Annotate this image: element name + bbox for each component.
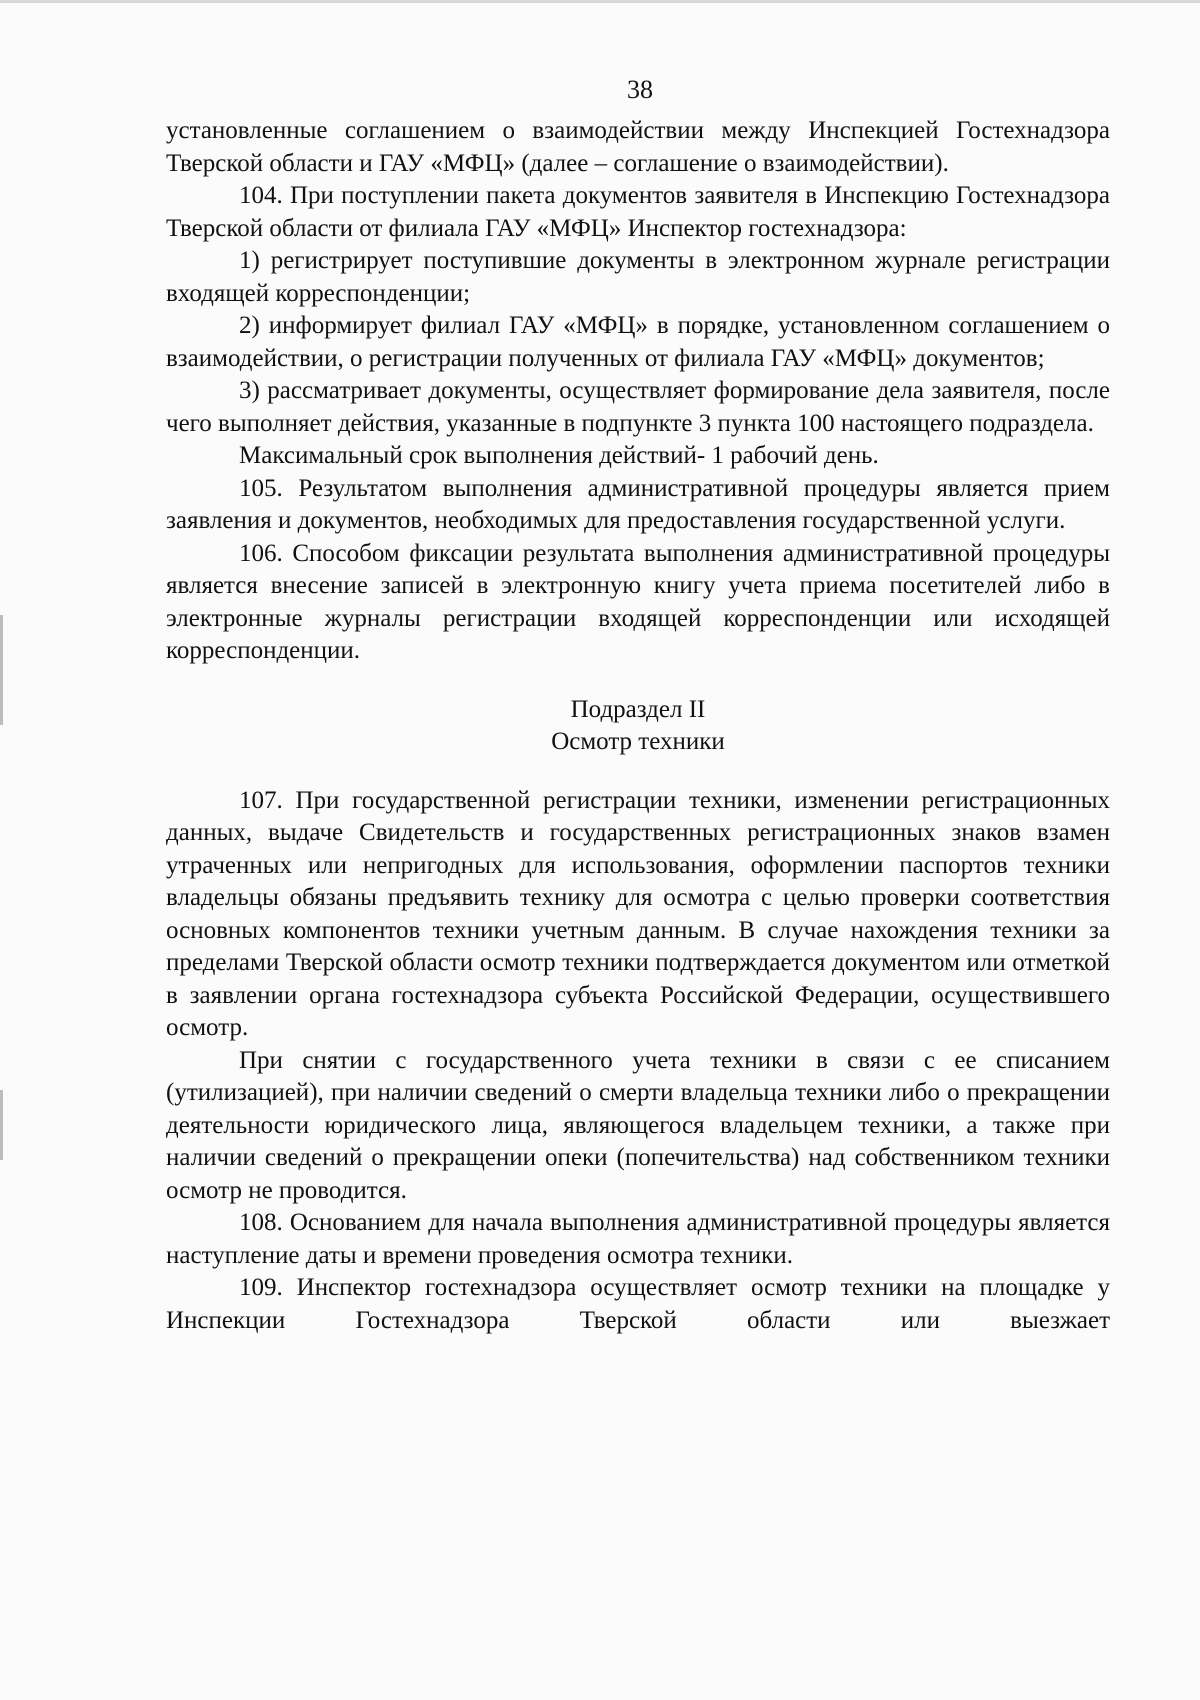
subsection-heading (166, 694, 1110, 759)
paragraph-107-exception: При снятии с государственного учета техники в связи с ее списанием (утилизацией), при наличии сведений о смерти владельца техники либо о прекращении деятельности юридического лица, являющегося владельцем техники, а также при наличии сведений о прекращении опеки (попечительства) над собственником техники осмотр не проводится. (166, 1046, 1110, 1204)
paragraph-104-item-3: 3) рассматривает документы, осуществляет формирование дела заявителя, после чего выполняет действия, указанные в подпункте 3 пункта 100 настоящего подраздела. (166, 377, 1110, 437)
paragraph-104-item-2: 2) информирует филиал ГАУ «МФЦ» в порядке, установленном соглашением о взаимодействии, о регистрации полученных от филиала ГАУ «МФЦ» документов; (166, 312, 1110, 372)
paragraph-max-term: Максимальный срок выполнения действий- 1 рабочий день. (239, 442, 879, 469)
paragraph-continuation: установленные соглашением о взаимодействии между Инспекцией Гостехнадзора Тверской области и ГАУ «МФЦ» (далее – соглашение о взаимодействии). (166, 117, 1110, 177)
paragraph-108: 108. Основанием для начала выполнения административной процедуры является наступление даты и времени проведения осмотра техники. (166, 1209, 1110, 1269)
paragraph-109: 109. Инспектор гостехнадзора осуществляет осмотр техники на площадке у Инспекции Гостехнадзора Тверской области или выезжает (166, 1274, 1110, 1334)
paragraph-105: 105. Результатом выполнения административной процедуры является прием заявления и документов, необходимых для предоставления государственной услуги. (166, 474, 1110, 534)
subsection-title: Осмотр техники (551, 728, 725, 755)
paragraph-107: 107. При государственной регистрации техники, изменении регистрационных данных, выдаче Свидетельств и государственных регистрационных знаков взамен утраченных или непригодных для использования, оформлении паспортов техники владельцы обязаны предъявить технику для осмотра с целью проверки соответствия основных компонентов техники учетным данным. В случае нахождения техники за пределами Тверской области осмотр техники подтверждается документом или отметкой в заявлении органа гостехнадзора субъекта Российской Федерации, осуществившего осмотр. (166, 786, 1110, 1041)
scan-top-edge (0, 0, 1200, 3)
paragraph-106: 106. Способом фиксации результата выполнения административной процедуры является внесение записей в электронную книгу учета приема посетителей либо в электронные журналы регистрации входящей корреспонденции или исходящей корреспонденции. (166, 539, 1110, 664)
paragraph-104-item-1: 1) регистрирует поступившие документы в электронном журнале регистрации входящей корреспонденции; (166, 247, 1110, 307)
subsection-number: Подраздел II (570, 695, 706, 723)
scan-left-edge-mark (0, 1090, 3, 1160)
document-body (166, 115, 1110, 1337)
scan-left-edge-mark (0, 615, 3, 725)
page-number: 38 (627, 75, 653, 104)
paragraph-104: 104. При поступлении пакета документов заявителя в Инспекцию Гостехнадзора Тверской области от филиала ГАУ «МФЦ» Инспектор гостехнадзора: (166, 182, 1110, 242)
